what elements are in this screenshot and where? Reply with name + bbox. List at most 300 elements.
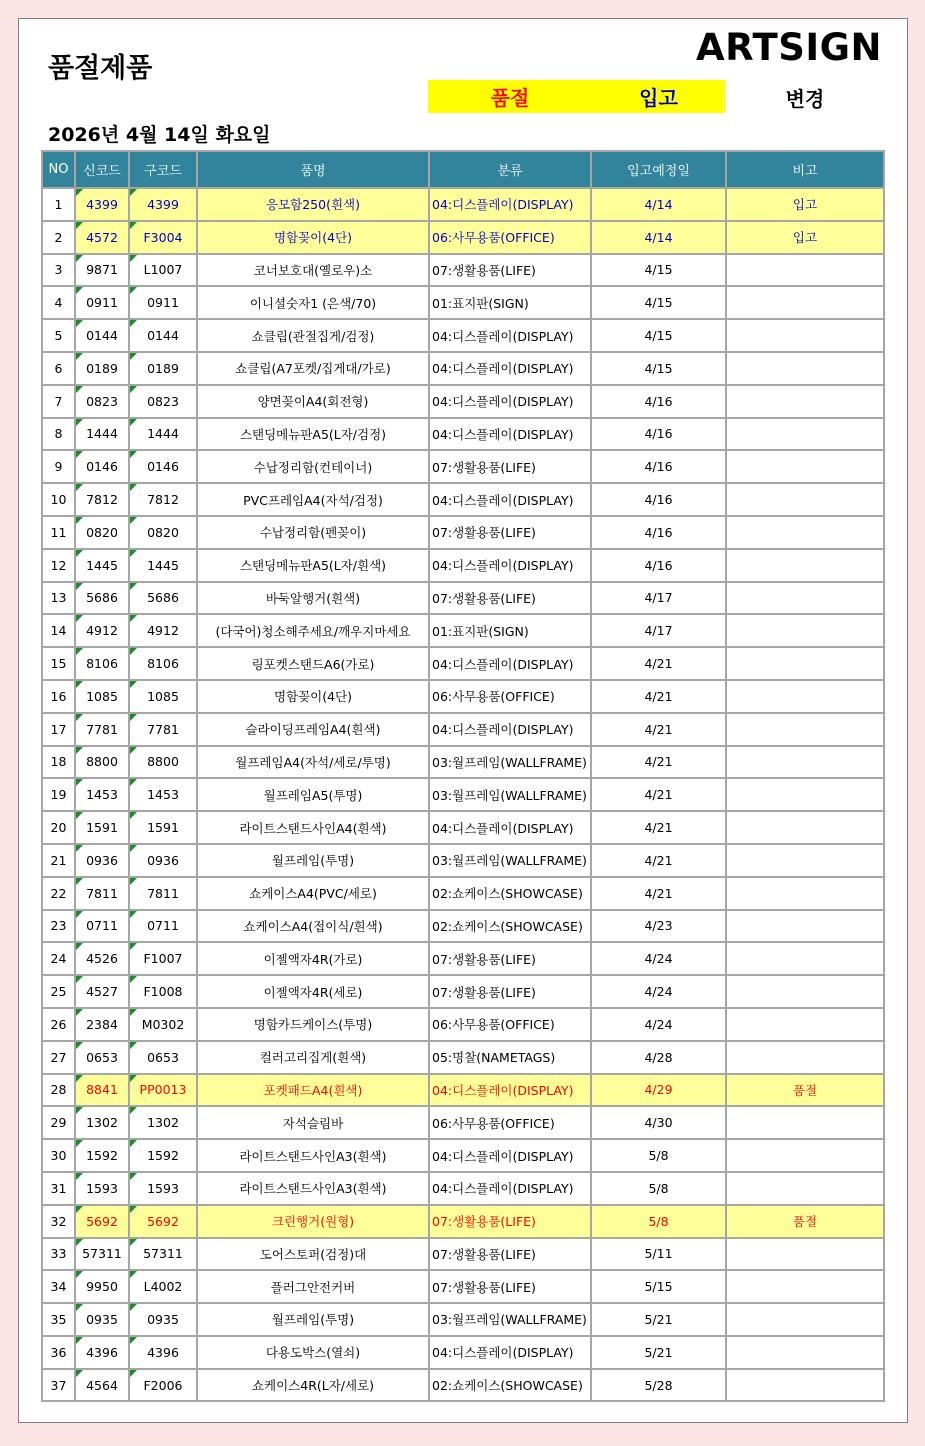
cell-new-code[interactable]: 0935 (75, 1303, 129, 1336)
table-body (42, 188, 884, 1401)
cell-old-code[interactable]: 8106 (129, 647, 197, 680)
cell-category[interactable]: 04:디스플레이(DISPLAY) (429, 549, 591, 582)
table-row (42, 1074, 884, 1107)
cell-note[interactable] (726, 418, 884, 451)
table-row (42, 1270, 884, 1303)
cell-date[interactable]: 4/23 (591, 910, 726, 943)
table-row (42, 975, 884, 1008)
cell-name[interactable]: 이젤액자4R(세로) (197, 975, 429, 1008)
cell-category[interactable]: 04:디스플레이(DISPLAY) (429, 352, 591, 385)
cell-no: 34 (42, 1270, 75, 1303)
cell-name[interactable]: PVC프레임A4(자석/검정) (197, 483, 429, 516)
table-row (42, 746, 884, 779)
cell-category[interactable]: 06:사무용품(OFFICE) (429, 1008, 591, 1041)
cell-old-code[interactable]: 1593 (129, 1172, 197, 1205)
cell-no: 9 (42, 450, 75, 483)
cell-old-code[interactable]: 8800 (129, 746, 197, 779)
cell-date[interactable]: 5/21 (591, 1336, 726, 1369)
cell-category[interactable]: 04:디스플레이(DISPLAY) (429, 418, 591, 451)
table-row (42, 811, 884, 844)
cell-no: 25 (42, 975, 75, 1008)
cell-date[interactable]: 4/21 (591, 844, 726, 877)
cell-date[interactable]: 4/15 (591, 286, 726, 319)
cell-note[interactable] (726, 680, 884, 713)
cell-old-code[interactable]: 1444 (129, 418, 197, 451)
table-row (42, 582, 884, 615)
cell-new-code[interactable]: 9871 (75, 254, 129, 287)
cell-name[interactable]: 크린행거(원형) (197, 1205, 429, 1238)
cell-note[interactable] (726, 319, 884, 352)
col-header-old-code[interactable]: 구코드 (129, 151, 197, 188)
cell-no: 17 (42, 713, 75, 746)
cell-no: 26 (42, 1008, 75, 1041)
cell-name[interactable]: 쇼케이스4R(L자/세로) (197, 1369, 429, 1402)
cell-category[interactable]: 01:표지판(SIGN) (429, 286, 591, 319)
cell-new-code[interactable]: 4526 (75, 942, 129, 975)
cell-old-code[interactable]: 0653 (129, 1041, 197, 1074)
cell-note[interactable] (726, 1369, 884, 1402)
cell-new-code[interactable]: 8800 (75, 746, 129, 779)
cell-category[interactable]: 04:디스플레이(DISPLAY) (429, 647, 591, 680)
cell-name[interactable]: (다국어)청소해주세요/깨우지마세요 (197, 614, 429, 647)
cell-old-code[interactable]: 57311 (129, 1238, 197, 1271)
cell-note[interactable] (726, 811, 884, 844)
cell-name[interactable]: 월프레임A5(투명) (197, 778, 429, 811)
cell-old-code[interactable]: 5686 (129, 582, 197, 615)
cell-new-code[interactable]: 4399 (75, 188, 129, 221)
report-date: 2026년 4월 14일 화요일 (48, 124, 271, 146)
cell-new-code[interactable]: 4564 (75, 1369, 129, 1402)
cell-category[interactable]: 04:디스플레이(DISPLAY) (429, 1336, 591, 1369)
cell-no: 13 (42, 582, 75, 615)
cell-date[interactable]: 4/14 (591, 188, 726, 221)
cell-name[interactable]: 라이트스탠드사인A4(흰색) (197, 811, 429, 844)
cell-note[interactable] (726, 483, 884, 516)
cell-note[interactable] (726, 1172, 884, 1205)
cell-new-code[interactable]: 0711 (75, 910, 129, 943)
cell-name[interactable]: 이니셜숫자1 (은색/70) (197, 286, 429, 319)
table-row (42, 1369, 884, 1402)
cell-new-code[interactable]: 4572 (75, 221, 129, 254)
cell-note[interactable]: 입고 (726, 221, 884, 254)
cell-name[interactable]: 스탠딩메뉴판A5(L자/검정) (197, 418, 429, 451)
cell-old-code[interactable]: M0302 (129, 1008, 197, 1041)
cell-category[interactable]: 04:디스플레이(DISPLAY) (429, 713, 591, 746)
cell-no: 19 (42, 778, 75, 811)
cell-note[interactable] (726, 647, 884, 680)
cell-date[interactable]: 4/16 (591, 418, 726, 451)
cell-category[interactable]: 07:생활용품(LIFE) (429, 1270, 591, 1303)
cell-category[interactable]: 07:생활용품(LIFE) (429, 1238, 591, 1271)
cell-no: 8 (42, 418, 75, 451)
table-row (42, 647, 884, 680)
cell-new-code[interactable]: 7781 (75, 713, 129, 746)
cell-name[interactable]: 응모함250(흰색) (197, 188, 429, 221)
cell-date[interactable]: 4/24 (591, 1008, 726, 1041)
cell-category[interactable]: 06:사무용품(OFFICE) (429, 680, 591, 713)
cell-new-code[interactable]: 4396 (75, 1336, 129, 1369)
cell-no: 35 (42, 1303, 75, 1336)
cell-old-code[interactable]: L1007 (129, 254, 197, 287)
table-row (42, 221, 884, 254)
cell-date[interactable]: 4/29 (591, 1074, 726, 1107)
cell-note[interactable] (726, 877, 884, 910)
cell-date[interactable]: 4/16 (591, 549, 726, 582)
col-header-name[interactable]: 품명 (197, 151, 429, 188)
cell-no: 33 (42, 1238, 75, 1271)
cell-old-code[interactable]: 0146 (129, 450, 197, 483)
cell-note[interactable] (726, 975, 884, 1008)
cell-date[interactable]: 4/16 (591, 450, 726, 483)
cell-new-code[interactable]: 1591 (75, 811, 129, 844)
cell-date[interactable]: 4/21 (591, 746, 726, 779)
cell-new-code[interactable]: 9950 (75, 1270, 129, 1303)
cell-new-code[interactable]: 1593 (75, 1172, 129, 1205)
cell-note[interactable] (726, 1336, 884, 1369)
cell-no: 12 (42, 549, 75, 582)
cell-old-code[interactable]: 1592 (129, 1139, 197, 1172)
col-header-note[interactable]: 비고 (726, 151, 884, 188)
cell-name[interactable]: 수납정리함(컨테이너) (197, 450, 429, 483)
cell-new-code[interactable]: 1592 (75, 1139, 129, 1172)
cell-old-code[interactable]: 0911 (129, 286, 197, 319)
cell-note[interactable] (726, 1041, 884, 1074)
cell-old-code[interactable]: F1007 (129, 942, 197, 975)
cell-new-code[interactable]: 0146 (75, 450, 129, 483)
cell-no: 22 (42, 877, 75, 910)
cell-date[interactable]: 5/21 (591, 1303, 726, 1336)
cell-old-code[interactable]: 0144 (129, 319, 197, 352)
cell-new-code[interactable]: 0911 (75, 286, 129, 319)
cell-category[interactable]: 07:생활용품(LIFE) (429, 582, 591, 615)
col-header-category[interactable]: 분류 (429, 151, 591, 188)
table-row (42, 1041, 884, 1074)
cell-date[interactable]: 5/8 (591, 1205, 726, 1238)
cell-old-code[interactable]: 0823 (129, 385, 197, 418)
cell-date[interactable]: 5/15 (591, 1270, 726, 1303)
cell-no: 14 (42, 614, 75, 647)
cell-name[interactable]: 다용도박스(열쇠) (197, 1336, 429, 1369)
cell-category[interactable]: 06:사무용품(OFFICE) (429, 1106, 591, 1139)
table-header-row (42, 151, 884, 188)
cell-old-code[interactable]: 7781 (129, 713, 197, 746)
cell-new-code[interactable]: 2384 (75, 1008, 129, 1041)
cell-no: 31 (42, 1172, 75, 1205)
cell-name[interactable]: 양면꽂이A4(회전형) (197, 385, 429, 418)
cell-category[interactable]: 06:사무용품(OFFICE) (429, 221, 591, 254)
cell-date[interactable]: 4/30 (591, 1106, 726, 1139)
table-row (42, 942, 884, 975)
col-header-new-code[interactable]: 신코드 (75, 151, 129, 188)
cell-name[interactable]: 쇼클립(관절집게/검정) (197, 319, 429, 352)
cell-note[interactable] (726, 450, 884, 483)
cell-date[interactable]: 5/11 (591, 1238, 726, 1271)
cell-date[interactable]: 4/15 (591, 352, 726, 385)
cell-new-code[interactable]: 1444 (75, 418, 129, 451)
cell-new-code[interactable]: 8841 (75, 1074, 129, 1107)
cell-date[interactable]: 4/16 (591, 385, 726, 418)
cell-category[interactable]: 04:디스플레이(DISPLAY) (429, 811, 591, 844)
table-row (42, 1139, 884, 1172)
cell-name[interactable]: 월프레임(투명) (197, 844, 429, 877)
cell-old-code[interactable]: 1085 (129, 680, 197, 713)
cell-category[interactable]: 04:디스플레이(DISPLAY) (429, 385, 591, 418)
cell-category[interactable]: 04:디스플레이(DISPLAY) (429, 188, 591, 221)
cell-note[interactable] (726, 1303, 884, 1336)
cell-no: 27 (42, 1041, 75, 1074)
cell-no: 1 (42, 188, 75, 221)
table-row (42, 483, 884, 516)
cell-new-code[interactable]: 0189 (75, 352, 129, 385)
cell-new-code[interactable]: 1445 (75, 549, 129, 582)
cell-category[interactable]: 05:명찰(NAMETAGS) (429, 1041, 591, 1074)
cell-note[interactable] (726, 1008, 884, 1041)
cell-date[interactable]: 4/16 (591, 516, 726, 549)
cell-category[interactable]: 07:생활용품(LIFE) (429, 975, 591, 1008)
cell-category[interactable]: 03:월프레임(WALLFRAME) (429, 1303, 591, 1336)
cell-category[interactable]: 07:생활용품(LIFE) (429, 450, 591, 483)
cell-date[interactable]: 4/17 (591, 582, 726, 615)
cell-no: 2 (42, 221, 75, 254)
table-row (42, 352, 884, 385)
cell-new-code[interactable]: 4527 (75, 975, 129, 1008)
cell-name[interactable]: 도어스토퍼(검정)대 (197, 1238, 429, 1271)
cell-old-code[interactable]: 1453 (129, 778, 197, 811)
cell-date[interactable]: 4/24 (591, 942, 726, 975)
cell-note[interactable] (726, 1238, 884, 1271)
cell-old-code[interactable]: 0711 (129, 910, 197, 943)
cell-name[interactable]: 쇼케이스A4(접이식/흰색) (197, 910, 429, 943)
cell-no: 4 (42, 286, 75, 319)
col-header-date[interactable]: 입고예정일 (591, 151, 726, 188)
cell-new-code[interactable]: 1302 (75, 1106, 129, 1139)
cell-category[interactable]: 04:디스플레이(DISPLAY) (429, 319, 591, 352)
cell-name[interactable]: 자석슬림바 (197, 1106, 429, 1139)
legend-change-label: 변경 (785, 87, 825, 111)
cell-name[interactable]: 플러그안전커버 (197, 1270, 429, 1303)
cell-category[interactable]: 04:디스플레이(DISPLAY) (429, 483, 591, 516)
cell-category[interactable]: 07:생활용품(LIFE) (429, 1205, 591, 1238)
cell-category[interactable]: 07:생활용품(LIFE) (429, 942, 591, 975)
cell-category[interactable]: 03:월프레임(WALLFRAME) (429, 844, 591, 877)
cell-name[interactable]: 월프레임(투명) (197, 1303, 429, 1336)
cell-old-code[interactable]: 5692 (129, 1205, 197, 1238)
cell-note[interactable] (726, 1270, 884, 1303)
cell-note[interactable] (726, 1139, 884, 1172)
cell-name[interactable]: 명함꽂이(4단) (197, 680, 429, 713)
cell-name[interactable]: 포켓패드A4(흰색) (197, 1074, 429, 1107)
cell-old-code[interactable]: 0820 (129, 516, 197, 549)
cell-name[interactable]: 수납정리함(펜꽂이) (197, 516, 429, 549)
cell-no: 36 (42, 1336, 75, 1369)
cell-date[interactable]: 4/21 (591, 778, 726, 811)
cell-new-code[interactable]: 4912 (75, 614, 129, 647)
cell-date[interactable]: 4/28 (591, 1041, 726, 1074)
cell-date[interactable]: 4/16 (591, 483, 726, 516)
cell-no: 29 (42, 1106, 75, 1139)
cell-no: 6 (42, 352, 75, 385)
cell-new-code[interactable]: 0936 (75, 844, 129, 877)
cell-new-code[interactable]: 7812 (75, 483, 129, 516)
table-row (42, 1205, 884, 1238)
cell-note[interactable] (726, 713, 884, 746)
cell-new-code[interactable]: 8106 (75, 647, 129, 680)
cell-old-code[interactable]: 1591 (129, 811, 197, 844)
cell-new-code[interactable]: 5686 (75, 582, 129, 615)
cell-note[interactable] (726, 582, 884, 615)
cell-no: 5 (42, 319, 75, 352)
cell-no: 23 (42, 910, 75, 943)
cell-date[interactable]: 4/21 (591, 877, 726, 910)
cell-new-code[interactable]: 7811 (75, 877, 129, 910)
table-row (42, 286, 884, 319)
cell-old-code[interactable]: 4912 (129, 614, 197, 647)
table-row (42, 680, 884, 713)
cell-note[interactable] (726, 516, 884, 549)
cell-note[interactable] (726, 549, 884, 582)
cell-name[interactable]: 코너보호대(옐로우)소 (197, 254, 429, 287)
cell-no: 20 (42, 811, 75, 844)
cell-note[interactable] (726, 385, 884, 418)
cell-no: 30 (42, 1139, 75, 1172)
cell-date[interactable]: 4/17 (591, 614, 726, 647)
cell-new-code[interactable]: 57311 (75, 1238, 129, 1271)
cell-new-code[interactable]: 0653 (75, 1041, 129, 1074)
cell-no: 37 (42, 1369, 75, 1402)
cell-old-code[interactable]: 0189 (129, 352, 197, 385)
cell-no: 3 (42, 254, 75, 287)
cell-note[interactable] (726, 778, 884, 811)
cell-date[interactable]: 4/15 (591, 319, 726, 352)
table-row (42, 778, 884, 811)
cell-note[interactable] (726, 352, 884, 385)
cell-new-code[interactable]: 0144 (75, 319, 129, 352)
cell-name[interactable]: 라이트스탠드사인A3(흰색) (197, 1172, 429, 1205)
cell-category[interactable]: 04:디스플레이(DISPLAY) (429, 1172, 591, 1205)
cell-new-code[interactable]: 1085 (75, 680, 129, 713)
cell-name[interactable]: 컬러고리집게(흰색) (197, 1041, 429, 1074)
cell-note[interactable]: 품절 (726, 1205, 884, 1238)
cell-name[interactable]: 쇼케이스A4(PVC/세로) (197, 877, 429, 910)
cell-note[interactable] (726, 942, 884, 975)
table-row (42, 1303, 884, 1336)
table-row (42, 1172, 884, 1205)
cell-note[interactable] (726, 254, 884, 287)
table-row (42, 713, 884, 746)
cell-date[interactable]: 5/8 (591, 1172, 726, 1205)
cell-category[interactable]: 04:디스플레이(DISPLAY) (429, 1139, 591, 1172)
cell-date[interactable]: 5/28 (591, 1369, 726, 1402)
cell-date[interactable]: 5/8 (591, 1139, 726, 1172)
cell-date[interactable]: 4/14 (591, 221, 726, 254)
cell-category[interactable]: 07:생활용품(LIFE) (429, 254, 591, 287)
cell-old-code[interactable]: 4399 (129, 188, 197, 221)
cell-old-code[interactable]: PP0013 (129, 1074, 197, 1107)
cell-name[interactable]: 명함카드케이스(투명) (197, 1008, 429, 1041)
cell-category[interactable]: 02:쇼케이스(SHOWCASE) (429, 910, 591, 943)
cell-old-code[interactable]: 0935 (129, 1303, 197, 1336)
cell-old-code[interactable]: 7812 (129, 483, 197, 516)
cell-name[interactable]: 바둑알행거(흰색) (197, 582, 429, 615)
cell-note[interactable]: 입고 (726, 188, 884, 221)
cell-name[interactable]: 라이트스탠드사인A3(흰색) (197, 1139, 429, 1172)
table-row (42, 516, 884, 549)
cell-no: 16 (42, 680, 75, 713)
cell-date[interactable]: 4/21 (591, 713, 726, 746)
cell-old-code[interactable]: 1302 (129, 1106, 197, 1139)
cell-category[interactable]: 07:생활용품(LIFE) (429, 516, 591, 549)
cell-date[interactable]: 4/21 (591, 647, 726, 680)
cell-note[interactable] (726, 746, 884, 779)
cell-note[interactable]: 품절 (726, 1074, 884, 1107)
table-row (42, 450, 884, 483)
cell-date[interactable]: 4/15 (591, 254, 726, 287)
cell-category[interactable]: 03:월프레임(WALLFRAME) (429, 778, 591, 811)
table-row (42, 1336, 884, 1369)
cell-new-code[interactable]: 5692 (75, 1205, 129, 1238)
cell-new-code[interactable]: 0820 (75, 516, 129, 549)
cell-note[interactable] (726, 614, 884, 647)
cell-note[interactable] (726, 286, 884, 319)
page-title: 품절제품 (48, 53, 153, 84)
cell-name[interactable]: 스탠딩메뉴판A5(L자/흰색) (197, 549, 429, 582)
cell-name[interactable]: 쇼클립(A7포켓/집게대/가로) (197, 352, 429, 385)
cell-no: 24 (42, 942, 75, 975)
cell-note[interactable] (726, 910, 884, 943)
cell-old-code[interactable]: F3004 (129, 221, 197, 254)
cell-no: 21 (42, 844, 75, 877)
legend-soldout-label: 품절 (490, 86, 530, 110)
cell-name[interactable]: 월프레임A4(자석/세로/투명) (197, 746, 429, 779)
cell-category[interactable]: 02:쇼케이스(SHOWCASE) (429, 1369, 591, 1402)
legend-restock-label: 입고 (639, 86, 678, 110)
cell-name[interactable]: 링포켓스탠드A6(가로) (197, 647, 429, 680)
cell-new-code[interactable]: 0823 (75, 385, 129, 418)
cell-old-code[interactable]: F2006 (129, 1369, 197, 1402)
cell-date[interactable]: 4/21 (591, 811, 726, 844)
cell-new-code[interactable]: 1453 (75, 778, 129, 811)
table-row (42, 1106, 884, 1139)
cell-note[interactable] (726, 844, 884, 877)
cell-category[interactable]: 03:월프레임(WALLFRAME) (429, 746, 591, 779)
cell-category[interactable]: 02:쇼케이스(SHOWCASE) (429, 877, 591, 910)
cell-name[interactable]: 명함꽂이(4단) (197, 221, 429, 254)
cell-old-code[interactable]: 4396 (129, 1336, 197, 1369)
cell-old-code[interactable]: 1445 (129, 549, 197, 582)
cell-old-code[interactable]: 0936 (129, 844, 197, 877)
cell-old-code[interactable]: L4002 (129, 1270, 197, 1303)
table-row (42, 1238, 884, 1271)
cell-no: 32 (42, 1205, 75, 1238)
cell-name[interactable]: 이젤액자4R(가로) (197, 942, 429, 975)
table-row (42, 1008, 884, 1041)
cell-name[interactable]: 슬라이딩프레임A4(흰색) (197, 713, 429, 746)
table-row (42, 319, 884, 352)
table-row (42, 385, 884, 418)
table-row (42, 418, 884, 451)
cell-date[interactable]: 4/21 (591, 680, 726, 713)
cell-old-code[interactable]: F1008 (129, 975, 197, 1008)
cell-old-code[interactable]: 7811 (129, 877, 197, 910)
cell-category[interactable]: 01:표지판(SIGN) (429, 614, 591, 647)
cell-category[interactable]: 04:디스플레이(DISPLAY) (429, 1074, 591, 1107)
table-row (42, 877, 884, 910)
cell-date[interactable]: 4/24 (591, 975, 726, 1008)
brand-logo: ARTSIGN (696, 26, 882, 69)
cell-no: 18 (42, 746, 75, 779)
cell-note[interactable] (726, 1106, 884, 1139)
col-header-no[interactable]: NO (42, 151, 75, 188)
